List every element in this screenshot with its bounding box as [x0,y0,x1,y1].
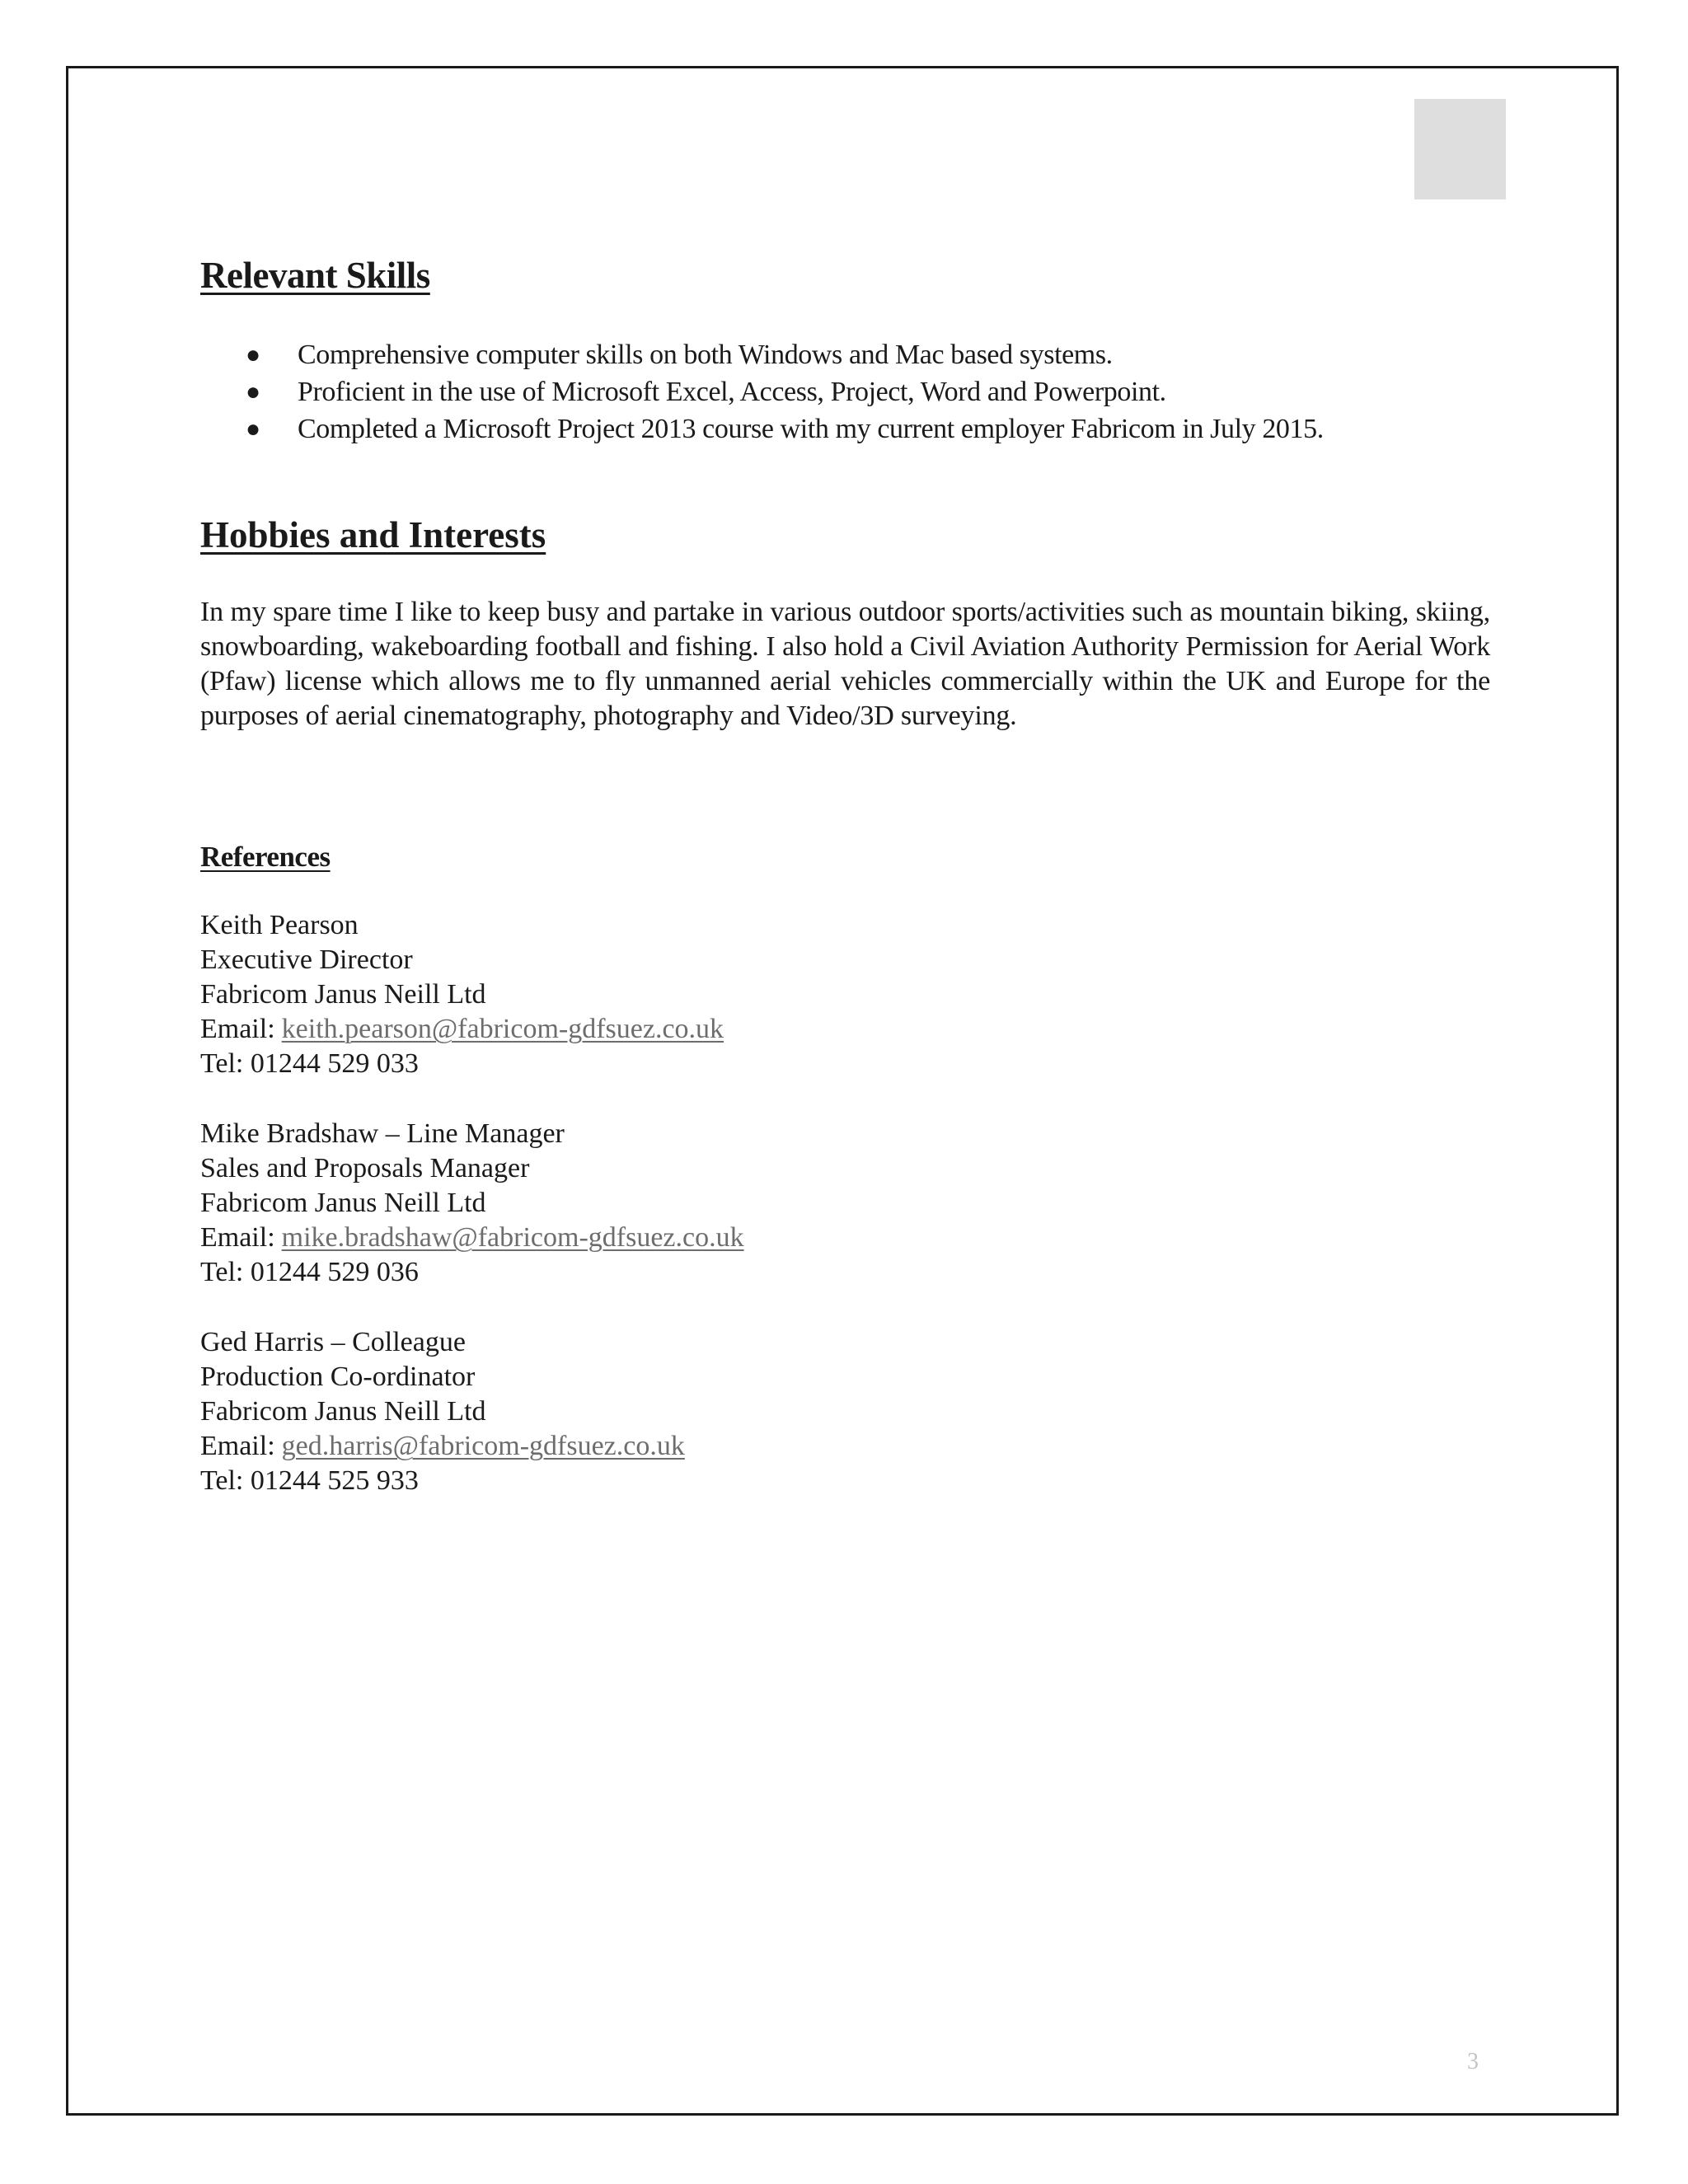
reference-role: Production Co-ordinator [200,1361,476,1392]
bullet-icon: ● [246,415,260,443]
reference-role: Executive Director [200,944,413,975]
reference-company: Fabricom Janus Neill Ltd [200,1396,486,1427]
skill-text: Completed a Microsoft Project 2013 course with my current employer Fabricom in July 2015. [298,414,1324,444]
reference-name: Keith Pearson [200,910,359,940]
email-link[interactable]: ged.harris@fabricom-gdfsuez.co.uk [281,1431,685,1461]
reference-entry [200,1325,1189,1498]
relevant-skills-heading: Relevant Skills [200,255,430,296]
page-number: 3 [1467,2049,1479,2074]
reference-email-line [200,1429,1189,1464]
bullet-icon: ● [246,378,260,405]
reference-tel: Tel: 01244 525 933 [200,1465,419,1496]
skills-list [200,336,1324,448]
list-item [200,373,1324,410]
hobbies-heading: Hobbies and Interests [200,514,546,555]
list-item [200,336,1324,373]
email-link[interactable]: mike.bradshaw@fabricom-gdfsuez.co.uk [281,1222,744,1253]
reference-name: Ged Harris – Colleague [200,1327,466,1357]
references-heading: References [200,841,331,873]
bullet-icon: ● [246,341,260,368]
reference-company: Fabricom Janus Neill Ltd [200,979,486,1010]
email-label: Email: [200,1431,275,1461]
email-link[interactable]: keith.pearson@fabricom-gdfsuez.co.uk [281,1014,724,1044]
reference-company: Fabricom Janus Neill Ltd [200,1188,486,1218]
list-item [200,410,1324,448]
reference-name: Mike Bradshaw – Line Manager [200,1118,565,1149]
email-label: Email: [200,1014,275,1044]
reference-tel: Tel: 01244 529 036 [200,1257,419,1287]
reference-email-line [200,1221,1189,1255]
reference-role: Sales and Proposals Manager [200,1153,530,1183]
email-label: Email: [200,1222,275,1253]
corner-placeholder-box [1414,99,1506,199]
skill-text: Proficient in the use of Microsoft Excel, Access, Project, Word and Powerpoint. [298,377,1166,407]
hobbies-paragraph: In my spare time I like to keep busy and partake in various outdoor sports/activities such as mountain biking, skiing, snowboarding, wakeboarding football and fishing. I also hold a Civil Aviation Authority Permission for Aerial Work (Pfaw) license which allows me to fly unmanned aerial vehicles commercially within the UK and Europe for the purposes of aerial cinematography, photography and Video/3D surveying. [200,597,1490,731]
reference-email-line [200,1012,1189,1047]
reference-entry [200,1117,1189,1290]
skill-text: Comprehensive computer skills on both Windows and Mac based systems. [298,340,1113,370]
reference-tel: Tel: 01244 529 033 [200,1048,419,1079]
reference-entry [200,908,1189,1081]
